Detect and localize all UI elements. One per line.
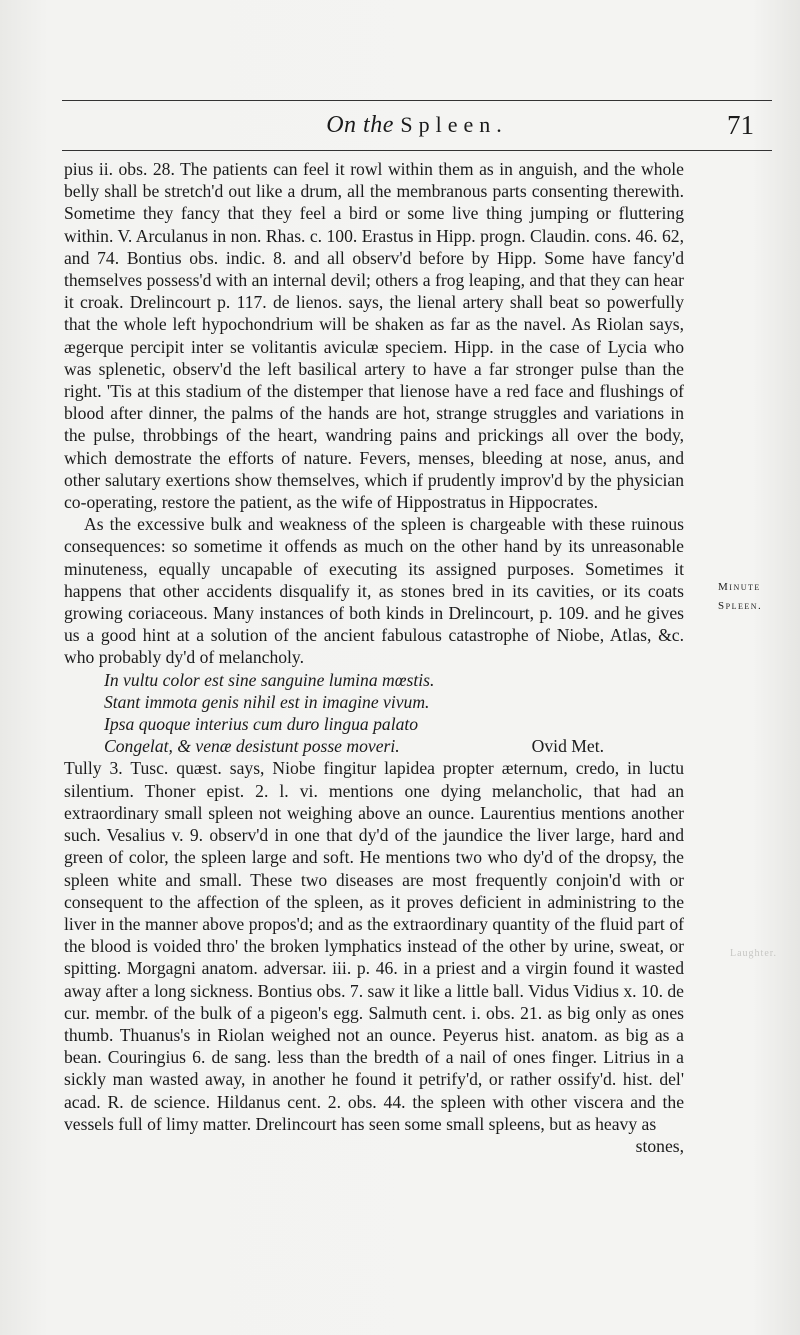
margin-note-line: Minute	[718, 581, 761, 593]
header-rule-bottom	[62, 150, 772, 151]
paragraph-2: As the excessive bulk and weakness of the spleen is chargeable with these ruinous consequences: so sometime it offends as much on the other hand by its unreasonable minuteness, equally uncapable of executing its assigned purposes. Sometimes it happens that other accidents disqualify it, as stones bred in its cavities, or its coats growing coriaceous. Many instances of both kinds in Drelincourt, p. 109. and he gives us a good hint at a solution of the ancient fabulous catastrophe of Niobe, Atlas, &c. who probably dy'd of melancholy.	[64, 514, 684, 668]
verse-source: Ovid Met.	[531, 736, 604, 757]
verse-quotation	[104, 669, 684, 758]
header-rule-top	[62, 100, 772, 101]
verse-line-last	[104, 735, 684, 757]
catchword: stones,	[635, 1135, 684, 1156]
running-head	[62, 106, 772, 146]
margin-note	[718, 578, 800, 616]
verse-line: Ipsa quoque interius cum duro lingua palato	[104, 714, 419, 735]
verse-line: Stant immota genis nihil est in imagine vivum.	[104, 691, 430, 712]
paragraph-1: pius ii. obs. 28. The patients can feel it rowl within them as in anguish, and the whole belly shall be stretch'd out like a drum, all the membranous parts consenting therewith. Sometime they fancy that they feel a bird or some live thing jumping or fluttering within. V. Arculanus in non. Rhas. c. 100. Erastus in Hipp. progn. Claudin. cons. 46. 62, and 74. Bontius obs. indic. 8. and all observ'd before by Hipp. Some have fancy'd themselves possess'd with an internal devil; others a frog leaping, and that they can hear it croak. Drelincourt p. 117. de lienos. says, the lienal artery shall beat so powerfully that the whole left hypochondrium will be shaken as far as the navel. As Riolan says, ægerque percipit inter se volitantis aviculæ speciem. Hipp. in the case of Lycia who was splenetic, observ'd the left basilical artery to have a far stronger pulse than the right. 'Tis at this stadium of the distemper that lienose have a red face and flushings of blood after dinner, the palms of the hands are hot, strange struggles and variations in the pulse, throbbings of the heart, wandring pains and prickings all over the body, which demostrate the efforts of nature. Fevers, menses, bleeding at nose, anus, and other salutary exertions show themselves, which if prudently improv'd by the physician co-operating, restore the patient, as the wife of Hippostratus in Hippocrates.	[64, 159, 684, 513]
body-text	[64, 158, 684, 1157]
verse-line: Congelat, & venæ desistunt posse moveri.	[104, 736, 400, 757]
page-number: 71	[727, 110, 754, 140]
paragraph-3: Tully 3. Tusc. quæst. says, Niobe fingitur lapidea propter æternum, credo, in luctu silentium. Thoner epist. 2. l. vi. mentions one dying melancholic, that had an extraordinary small spleen not weighing above an ounce. Laurentius mentions another such. Vesalius v. 9. observ'd in one that dy'd of the jaundice the liver large, hard and green of color, the spleen large and soft. He mentions two who dy'd of the dropsy, the spleen white and small. These two diseases are most frequently conjoin'd with or consequent to the affection of the spleen, as it proves deficient in administring to the liver in the manner above propos'd; and as the extraordinary quantity of the fluid part of the blood is voided thro' the broken lymphatics instead of the other by urine, sweat, or spitting. Morgagni anatom. adversar. iii. p. 46. in a priest and a virgin found it wasted away after a long sickness. Bontius obs. 7. saw it like a little ball. Vidus Vidius x. 10. de cur. membr. of the bulk of a pigeon's egg. Salmuth cent. i. obs. 21. as big only as ones thumb. Thuanus's in Riolan weighed not an ounce. Peyerus hist. anatom. as big as a bean. Couringius 6. de sang. less than the bredth of a nail of ones finger. Litrius in a sickly man wasted away, in another he found it petrify'd, or rather ossify'd. hist. del' acad. R. de science. Hildanus cent. 2. obs. 44. the spleen with other viscera and the vessels full of limy matter. Drelincourt has seen some small spleens, but as heavy as	[64, 758, 684, 1134]
running-head-title	[62, 112, 772, 139]
running-head-subject: Spleen.	[400, 112, 508, 137]
verse-line: In vultu color est sine sanguine lumina mœstis.	[104, 669, 435, 690]
bleed-through-text: Laughter.	[730, 948, 778, 959]
margin-note-line: Spleen.	[718, 600, 763, 612]
running-head-prefix: On the	[326, 112, 394, 138]
